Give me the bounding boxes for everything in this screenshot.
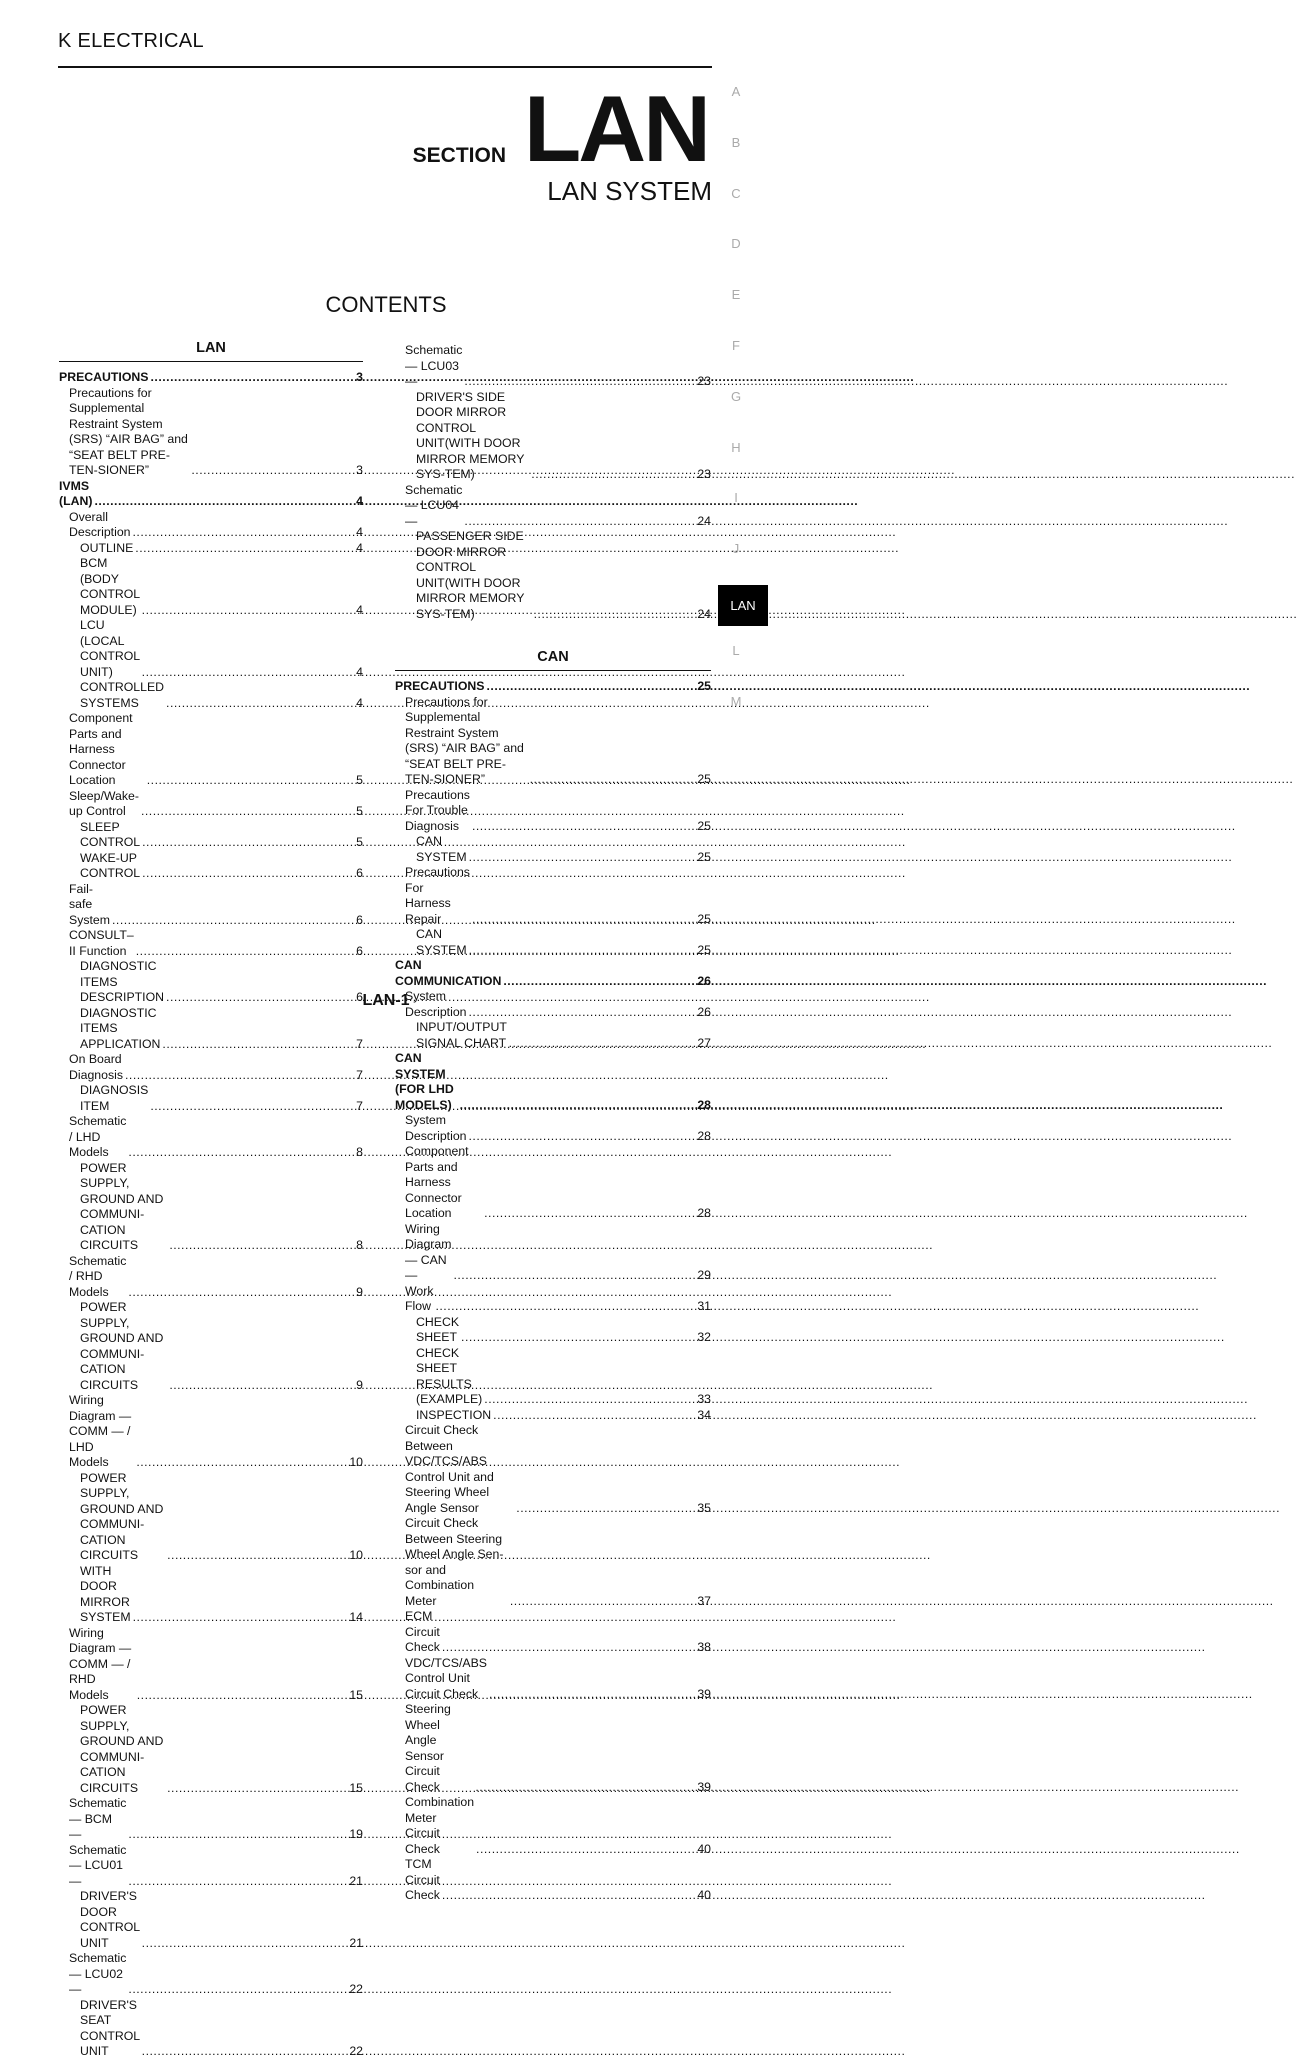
toc-entry-title: CONSULT–II Function [69, 928, 134, 958]
toc-entry-page: 10 [349, 1455, 363, 1469]
toc-entry-page: 32 [697, 1330, 711, 1344]
toc-entry-title: Precautions for Supplemental Restraint System (SRS) “AIR BAG” and “SEAT BELT PRE-TEN-SIONER” [69, 385, 188, 477]
toc-entry-title: VDC/TCS/ABS Control Unit Circuit Check [405, 1655, 491, 1701]
toc-entry-page: 9 [356, 1377, 363, 1392]
toc-entry-title: POWER SUPPLY, GROUND AND COMMUNI-CATION CIRCUITS [80, 1160, 164, 1252]
toc-entry-leader [142, 603, 355, 619]
toc-entry-title: Precautions For Trouble Diagnosis [405, 787, 474, 833]
toc-entry[interactable] [395, 834, 711, 865]
toc-entry-leader [147, 773, 354, 789]
toc-entry-page: 21 [349, 1935, 363, 1950]
toc-entry-title: System Description [405, 989, 467, 1019]
toc-entry-leader [167, 1548, 347, 1564]
toc-entry-leader [435, 1299, 695, 1315]
toc-entry-page: 21 [349, 1873, 363, 1888]
toc-entry-leader [442, 1640, 695, 1656]
toc-entry-title: INPUT/OUTPUT SIGNAL CHART [416, 1020, 511, 1050]
toc-entry-page: 6 [356, 990, 363, 1004]
toc-entry-page: 4 [356, 494, 363, 508]
toc-entry-page: 3 [356, 370, 363, 384]
toc-entry-title: Sleep/Wake-up Control [69, 788, 139, 818]
toc-entry-leader [169, 1238, 354, 1254]
toc-entry[interactable] [395, 1516, 711, 1609]
toc-entry[interactable] [59, 851, 363, 882]
toc-entry[interactable] [395, 1222, 711, 1284]
toc-entry-title: OUTLINE [80, 540, 134, 555]
toc-entry-leader [167, 1781, 347, 1797]
toc-entry-title: POWER SUPPLY, GROUND AND COMMUNI-CATION CIRCUITS [80, 1703, 164, 1795]
toc-entry-page: 6 [356, 912, 363, 927]
toc-entry[interactable] [395, 343, 711, 390]
toc-entry-leader [484, 1206, 695, 1222]
toc-entry-title: Circuit Check Between VDC/TCS/ABS Control Unit and Steering Wheel Angle Sensor [405, 1423, 494, 1515]
side-index-letter[interactable]: A [731, 84, 741, 99]
toc-entry-page: 23 [697, 374, 711, 388]
toc-entry-page: 6 [356, 866, 363, 880]
toc-entry-leader [472, 819, 695, 835]
toc-entry-page: 25 [697, 679, 711, 693]
toc-entry-page: 25 [697, 818, 711, 833]
toc-entry-title: POWER SUPPLY, GROUND AND COMMUNI-CATION CIRCUITS [80, 1300, 164, 1392]
toc-entry-page: 7 [356, 1036, 363, 1051]
toc-entry[interactable] [59, 1052, 363, 1083]
toc-entry-leader [128, 1982, 347, 1998]
toc-entry-page: 40 [697, 1888, 711, 1902]
toc-entry[interactable] [395, 1857, 711, 1904]
toc-entry-page: 28 [697, 1128, 711, 1143]
toc-entry[interactable] [395, 1408, 711, 1424]
toc-entry-page: 7 [356, 1067, 363, 1082]
contents-title: CONTENTS [325, 292, 447, 317]
toc-entry-page: 5 [356, 773, 363, 787]
toc-entry-page: 29 [697, 1268, 711, 1282]
toc-entry-title: POWER SUPPLY, GROUND AND COMMUNI-CATION CIRCUITS [80, 1470, 164, 1562]
toc-column-title: LAN [196, 340, 226, 356]
toc-entry-title: Overall Description [69, 509, 131, 539]
toc-entry-page: 24 [697, 513, 711, 528]
toc-entry-title: IVMS (LAN) [59, 478, 93, 508]
toc-entry-title: Circuit Check Between Steering Wheel Angle Sen-sor and Combination Meter [405, 1516, 504, 1608]
toc-entry[interactable] [395, 1020, 711, 1051]
toc-entry-leader [125, 1068, 354, 1084]
toc-entry[interactable] [59, 820, 363, 851]
toc-column-lan-can [395, 343, 711, 1904]
toc-entry-leader [142, 866, 354, 882]
toc-entry[interactable] [59, 1843, 363, 1890]
toc-entry-leader [135, 541, 354, 557]
side-index-letter[interactable]: J [732, 541, 740, 557]
toc-entry[interactable] [395, 679, 711, 695]
toc-entry-page: 22 [349, 1982, 363, 1996]
toc-entry-leader [141, 804, 354, 820]
toc-entry-leader [137, 1688, 348, 1704]
toc-entry-leader [475, 1780, 695, 1796]
toc-entry-page: 28 [697, 1206, 711, 1220]
header-rule [58, 66, 712, 68]
toc-entry[interactable] [395, 927, 711, 958]
toc-entry-leader [476, 1842, 695, 1858]
toc-section-title-can: CAN [537, 649, 569, 665]
toc-entry[interactable] [395, 1284, 711, 1315]
toc-entry-page: 25 [697, 849, 711, 864]
page-number: LAN-1 [362, 992, 410, 1009]
toc-entry[interactable] [59, 1998, 363, 2060]
toc-entry-leader [151, 370, 355, 386]
toc-entry[interactable] [59, 1471, 363, 1564]
toc-entry[interactable] [59, 1796, 363, 1843]
toc-entry-page: 4 [356, 540, 363, 555]
toc-entry-leader [142, 835, 354, 851]
toc-entry-title: ECM Circuit Check [405, 1609, 444, 1654]
toc-entry-leader [128, 1827, 347, 1843]
toc-entry-page: 28 [697, 1097, 711, 1112]
toc-entry-title: Schematic — LCU04 — [405, 482, 466, 528]
toc-entry-leader [150, 1099, 354, 1115]
toc-entry-leader [128, 1874, 347, 1890]
toc-entry[interactable] [395, 865, 711, 927]
toc-entry-page: 14 [349, 1610, 363, 1624]
toc-entry[interactable] [59, 556, 363, 618]
toc-entry[interactable] [395, 529, 711, 622]
toc-entry[interactable] [59, 789, 363, 820]
toc-entry-leader [487, 679, 696, 695]
toc-entry[interactable] [59, 1300, 363, 1393]
toc-entry[interactable] [395, 1315, 711, 1346]
toc-entry-list [59, 370, 363, 2060]
toc-entry[interactable] [395, 788, 711, 835]
toc-entry-title: Precautions for Supplemental Restraint System (SRS) “AIR BAG” and “SEAT BELT PRE-TEN-SIONER” [405, 694, 524, 786]
toc-entry[interactable] [59, 928, 363, 959]
toc-entry-title: Precautions For Harness Repair [405, 865, 474, 926]
toc-entry[interactable] [395, 958, 711, 989]
toc-entry-title: INSPECTION [416, 1407, 492, 1422]
toc-entry-leader [166, 696, 354, 712]
toc-entry-title: SLEEP CONTROL [80, 819, 141, 849]
toc-entry-title: Schematic — LCU02 — [69, 1951, 130, 1996]
toc-column-rule [395, 670, 711, 671]
toc-entry-title: CONTROLLED SYSTEMS [80, 680, 168, 710]
toc-entry[interactable] [59, 541, 363, 557]
toc-entry[interactable] [395, 1609, 711, 1656]
toc-entry[interactable] [395, 1346, 711, 1408]
toc-entry-title: Steering Wheel Angle Sensor Circuit Check [405, 1702, 455, 1794]
toc-entry-leader [484, 1392, 695, 1408]
toc-entry-page: 34 [697, 1407, 711, 1422]
toc-entry-leader [128, 1285, 354, 1301]
toc-column-rule [59, 361, 363, 362]
toc-entry-leader [509, 1036, 696, 1052]
side-index-active-tab[interactable]: LAN [718, 585, 768, 626]
toc-entry-page: 4 [356, 602, 363, 617]
toc-entry-page: 8 [356, 1238, 363, 1252]
toc-entry-title: BCM (BODY CONTROL MODULE) [80, 556, 144, 617]
toc-entry-list [395, 679, 711, 1904]
toc-entry-leader [530, 772, 696, 788]
toc-entry-leader [142, 665, 355, 681]
toc-entry-title: PASSENGER SIDE DOOR MIRROR CONTROL UNIT(WITH DOOR MIRROR MEMORY SYS-TEM) [416, 529, 525, 621]
toc-entry-title: Schematic — LCU01 — [69, 1842, 130, 1888]
toc-entry[interactable] [395, 1051, 711, 1113]
toc-entry-leader [493, 1408, 695, 1424]
side-index-letter[interactable]: L [732, 642, 740, 658]
toc-entry-title: Component Parts and Harness Connector Location [405, 1144, 472, 1220]
toc-entry[interactable] [395, 1795, 711, 1857]
toc-entry-title: Combination Meter Circuit Check [405, 1795, 478, 1856]
toc-entry-leader [531, 467, 695, 483]
toc-entry-title: WITH DOOR MIRROR SYSTEM [80, 1563, 134, 1624]
toc-entry[interactable] [59, 386, 363, 479]
toc-entry-page: 38 [697, 1640, 711, 1654]
toc-entry-leader [136, 1455, 347, 1471]
toc-entry-leader [469, 1129, 696, 1145]
section-subtitle: LAN SYSTEM [547, 176, 712, 206]
toc-entry-leader [162, 1037, 354, 1053]
toc-entry-page: 39 [697, 1686, 711, 1701]
toc-entry-page: 7 [356, 1098, 363, 1113]
toc-entry[interactable] [395, 1656, 711, 1703]
toc-entry[interactable] [395, 695, 711, 788]
toc-entry-page: 15 [349, 1687, 363, 1702]
toc-entry-title: Schematic / RHD Models [69, 1253, 130, 1299]
toc-entry-page: 10 [349, 1548, 363, 1562]
toc-entry[interactable] [59, 1254, 363, 1301]
toc-entry-title: Schematic — BCM — [69, 1796, 130, 1841]
toc-entry-title: CAN SYSTEM (FOR LHD MODELS) [395, 1051, 458, 1112]
toc-entry-leader [136, 944, 354, 960]
toc-entry-title: PRECAUTIONS [59, 370, 149, 384]
toc-entry-title: Wiring Diagram — COMM — / LHD Models [69, 1393, 135, 1469]
toc-entry-page: 25 [697, 772, 711, 786]
toc-entry-list [395, 343, 711, 622]
toc-entry[interactable] [59, 1564, 363, 1626]
side-index-letter[interactable]: H [731, 439, 741, 455]
page-header: K ELECTRICAL [58, 30, 204, 52]
toc-entry[interactable] [59, 510, 363, 541]
toc-entry-leader [534, 607, 696, 623]
toc-entry-title: DIAGNOSTIC ITEMS APPLICATION [80, 1005, 161, 1051]
toc-entry[interactable] [59, 711, 363, 789]
side-index-letter[interactable]: M [730, 693, 742, 709]
toc-entry-page: 40 [697, 1841, 711, 1856]
toc-entry[interactable] [395, 1702, 711, 1795]
toc-entry-title: Schematic — LCU03 — [405, 343, 466, 388]
toc-entry-leader [464, 514, 695, 530]
toc-entry-title: TCM Circuit Check [405, 1857, 444, 1902]
toc-entry[interactable] [59, 1951, 363, 1998]
toc-entry[interactable] [59, 1114, 363, 1161]
toc-entry-leader [128, 1145, 354, 1161]
toc-entry-title: On Board Diagnosis [69, 1052, 126, 1082]
toc-entry-leader [142, 2044, 348, 2060]
toc-entry-leader [516, 1501, 695, 1517]
toc-entry[interactable] [59, 1393, 363, 1471]
toc-entry-leader [461, 1330, 695, 1346]
toc-entry-leader [503, 974, 695, 990]
toc-entry[interactable] [59, 1626, 363, 1704]
toc-entry-page: 4 [356, 525, 363, 539]
side-index-letter[interactable]: D [731, 236, 741, 252]
side-index-letter[interactable]: E [731, 287, 741, 303]
toc-entry[interactable] [395, 1113, 711, 1144]
toc-entry-title: CHECK SHEET RESULTS (EXAMPLE) [416, 1345, 483, 1406]
toc-entry-title: DRIVER'S DOOR CONTROL UNIT [80, 1889, 144, 1950]
toc-entry-page: 23 [697, 467, 711, 481]
toc-entry-page: 31 [697, 1299, 711, 1313]
toc-entry[interactable] [59, 882, 363, 929]
toc-entry-page: 5 [356, 835, 363, 849]
side-index-letter[interactable]: G [730, 388, 742, 404]
toc-entry-leader [469, 943, 696, 959]
toc-entry[interactable] [395, 483, 711, 530]
toc-entry-leader [94, 494, 354, 510]
toc-entry-title: Schematic / LHD Models [69, 1114, 130, 1159]
toc-entry-title: DIAGNOSIS ITEM [80, 1083, 152, 1113]
toc-entry[interactable] [59, 1889, 363, 1951]
toc-entry-leader [191, 463, 354, 479]
toc-entry-title: LCU (LOCAL CONTROL UNIT) [80, 618, 144, 679]
toc-entry[interactable] [59, 1083, 363, 1114]
toc-entry-page: 3 [356, 463, 363, 477]
toc-entry-page: 5 [356, 804, 363, 818]
toc-entry-leader [464, 374, 695, 390]
toc-entry[interactable] [395, 1144, 711, 1222]
toc-entry-title: CHECK SHEET [416, 1314, 463, 1344]
toc-entry-page: 25 [697, 911, 711, 926]
toc-entry[interactable] [59, 370, 363, 386]
toc-column-lan [59, 340, 363, 2060]
side-index-letter[interactable]: B [731, 134, 741, 150]
toc-entry-leader [469, 850, 696, 866]
side-index-letter[interactable]: I [734, 490, 738, 506]
toc-entry-title: System Description [405, 1113, 467, 1143]
section-code: LAN [523, 76, 708, 181]
toc-entry-leader [112, 913, 354, 929]
toc-entry-title: CAN COMMUNICATION [395, 958, 502, 988]
toc-entry[interactable] [395, 1423, 711, 1516]
toc-entry-title: Wiring Diagram — COMM — / RHD Models [69, 1625, 135, 1702]
toc-entry-page: 39 [697, 1779, 711, 1794]
toc-entry-leader [453, 1268, 695, 1284]
toc-entry-leader [489, 1687, 695, 1703]
toc-entry-page: 25 [697, 942, 711, 957]
side-index-letter[interactable]: C [731, 185, 741, 201]
toc-entry-leader [472, 912, 695, 928]
toc-entry-page: 9 [356, 1284, 363, 1299]
toc-entry-title: Work Flow [405, 1283, 437, 1313]
toc-entry-leader [442, 1888, 695, 1904]
toc-entry-page: 24 [697, 606, 711, 621]
toc-entry-page: 8 [356, 1145, 363, 1159]
toc-entry-page: 4 [356, 664, 363, 679]
toc-entry-title: WAKE-UP CONTROL [80, 850, 141, 880]
toc-entry-page: 37 [697, 1593, 711, 1608]
toc-entry[interactable] [59, 618, 363, 680]
toc-entry[interactable] [59, 680, 363, 711]
toc-entry-leader [133, 525, 355, 541]
toc-entry-page: 33 [697, 1392, 711, 1406]
toc-entry-page: 26 [697, 973, 711, 988]
toc-entry-page: 15 [349, 1780, 363, 1795]
toc-entry-page: 4 [356, 695, 363, 710]
toc-entry-title: DRIVER'S SEAT CONTROL UNIT [80, 1997, 144, 2058]
toc-entry-title: PRECAUTIONS [395, 679, 485, 693]
toc-entry-page: 19 [349, 1827, 363, 1841]
toc-entry[interactable] [59, 1703, 363, 1796]
section-label: SECTION [412, 144, 506, 167]
side-index-letter[interactable]: F [732, 338, 740, 353]
toc-entry-title: Wiring Diagram — CAN — [405, 1221, 455, 1282]
toc-entry[interactable] [59, 479, 363, 510]
toc-entry-page: 26 [697, 1004, 711, 1019]
toc-entry-leader [142, 1936, 348, 1952]
toc-entry-title: Fail-safe System [69, 881, 110, 927]
toc-entry-title: CAN SYSTEM [416, 834, 467, 864]
toc-entry-title: Component Parts and Harness Connector Location [69, 711, 136, 787]
toc-entry-page: 6 [356, 943, 363, 958]
toc-entry-title: DIAGNOSTIC ITEMS DESCRIPTION [80, 959, 165, 1004]
toc-entry[interactable] [395, 390, 711, 483]
toc-entry[interactable] [59, 1006, 363, 1053]
toc-entry[interactable] [59, 1161, 363, 1254]
toc-entry-title: CAN SYSTEM [416, 927, 467, 957]
toc-entry-page: 27 [697, 1035, 711, 1050]
toc-entry-page: 22 [349, 2044, 363, 2058]
toc-entry-leader [510, 1594, 695, 1610]
toc-entry-leader [169, 1378, 354, 1394]
toc-entry-page: 35 [697, 1500, 711, 1515]
toc-entry-leader [460, 1098, 696, 1114]
toc-entry-title: DRIVER'S SIDE DOOR MIRROR CONTROL UNIT(WITH DOOR MIRROR MEMORY SYS-TEM) [416, 389, 525, 481]
toc-entry-leader [133, 1610, 348, 1626]
